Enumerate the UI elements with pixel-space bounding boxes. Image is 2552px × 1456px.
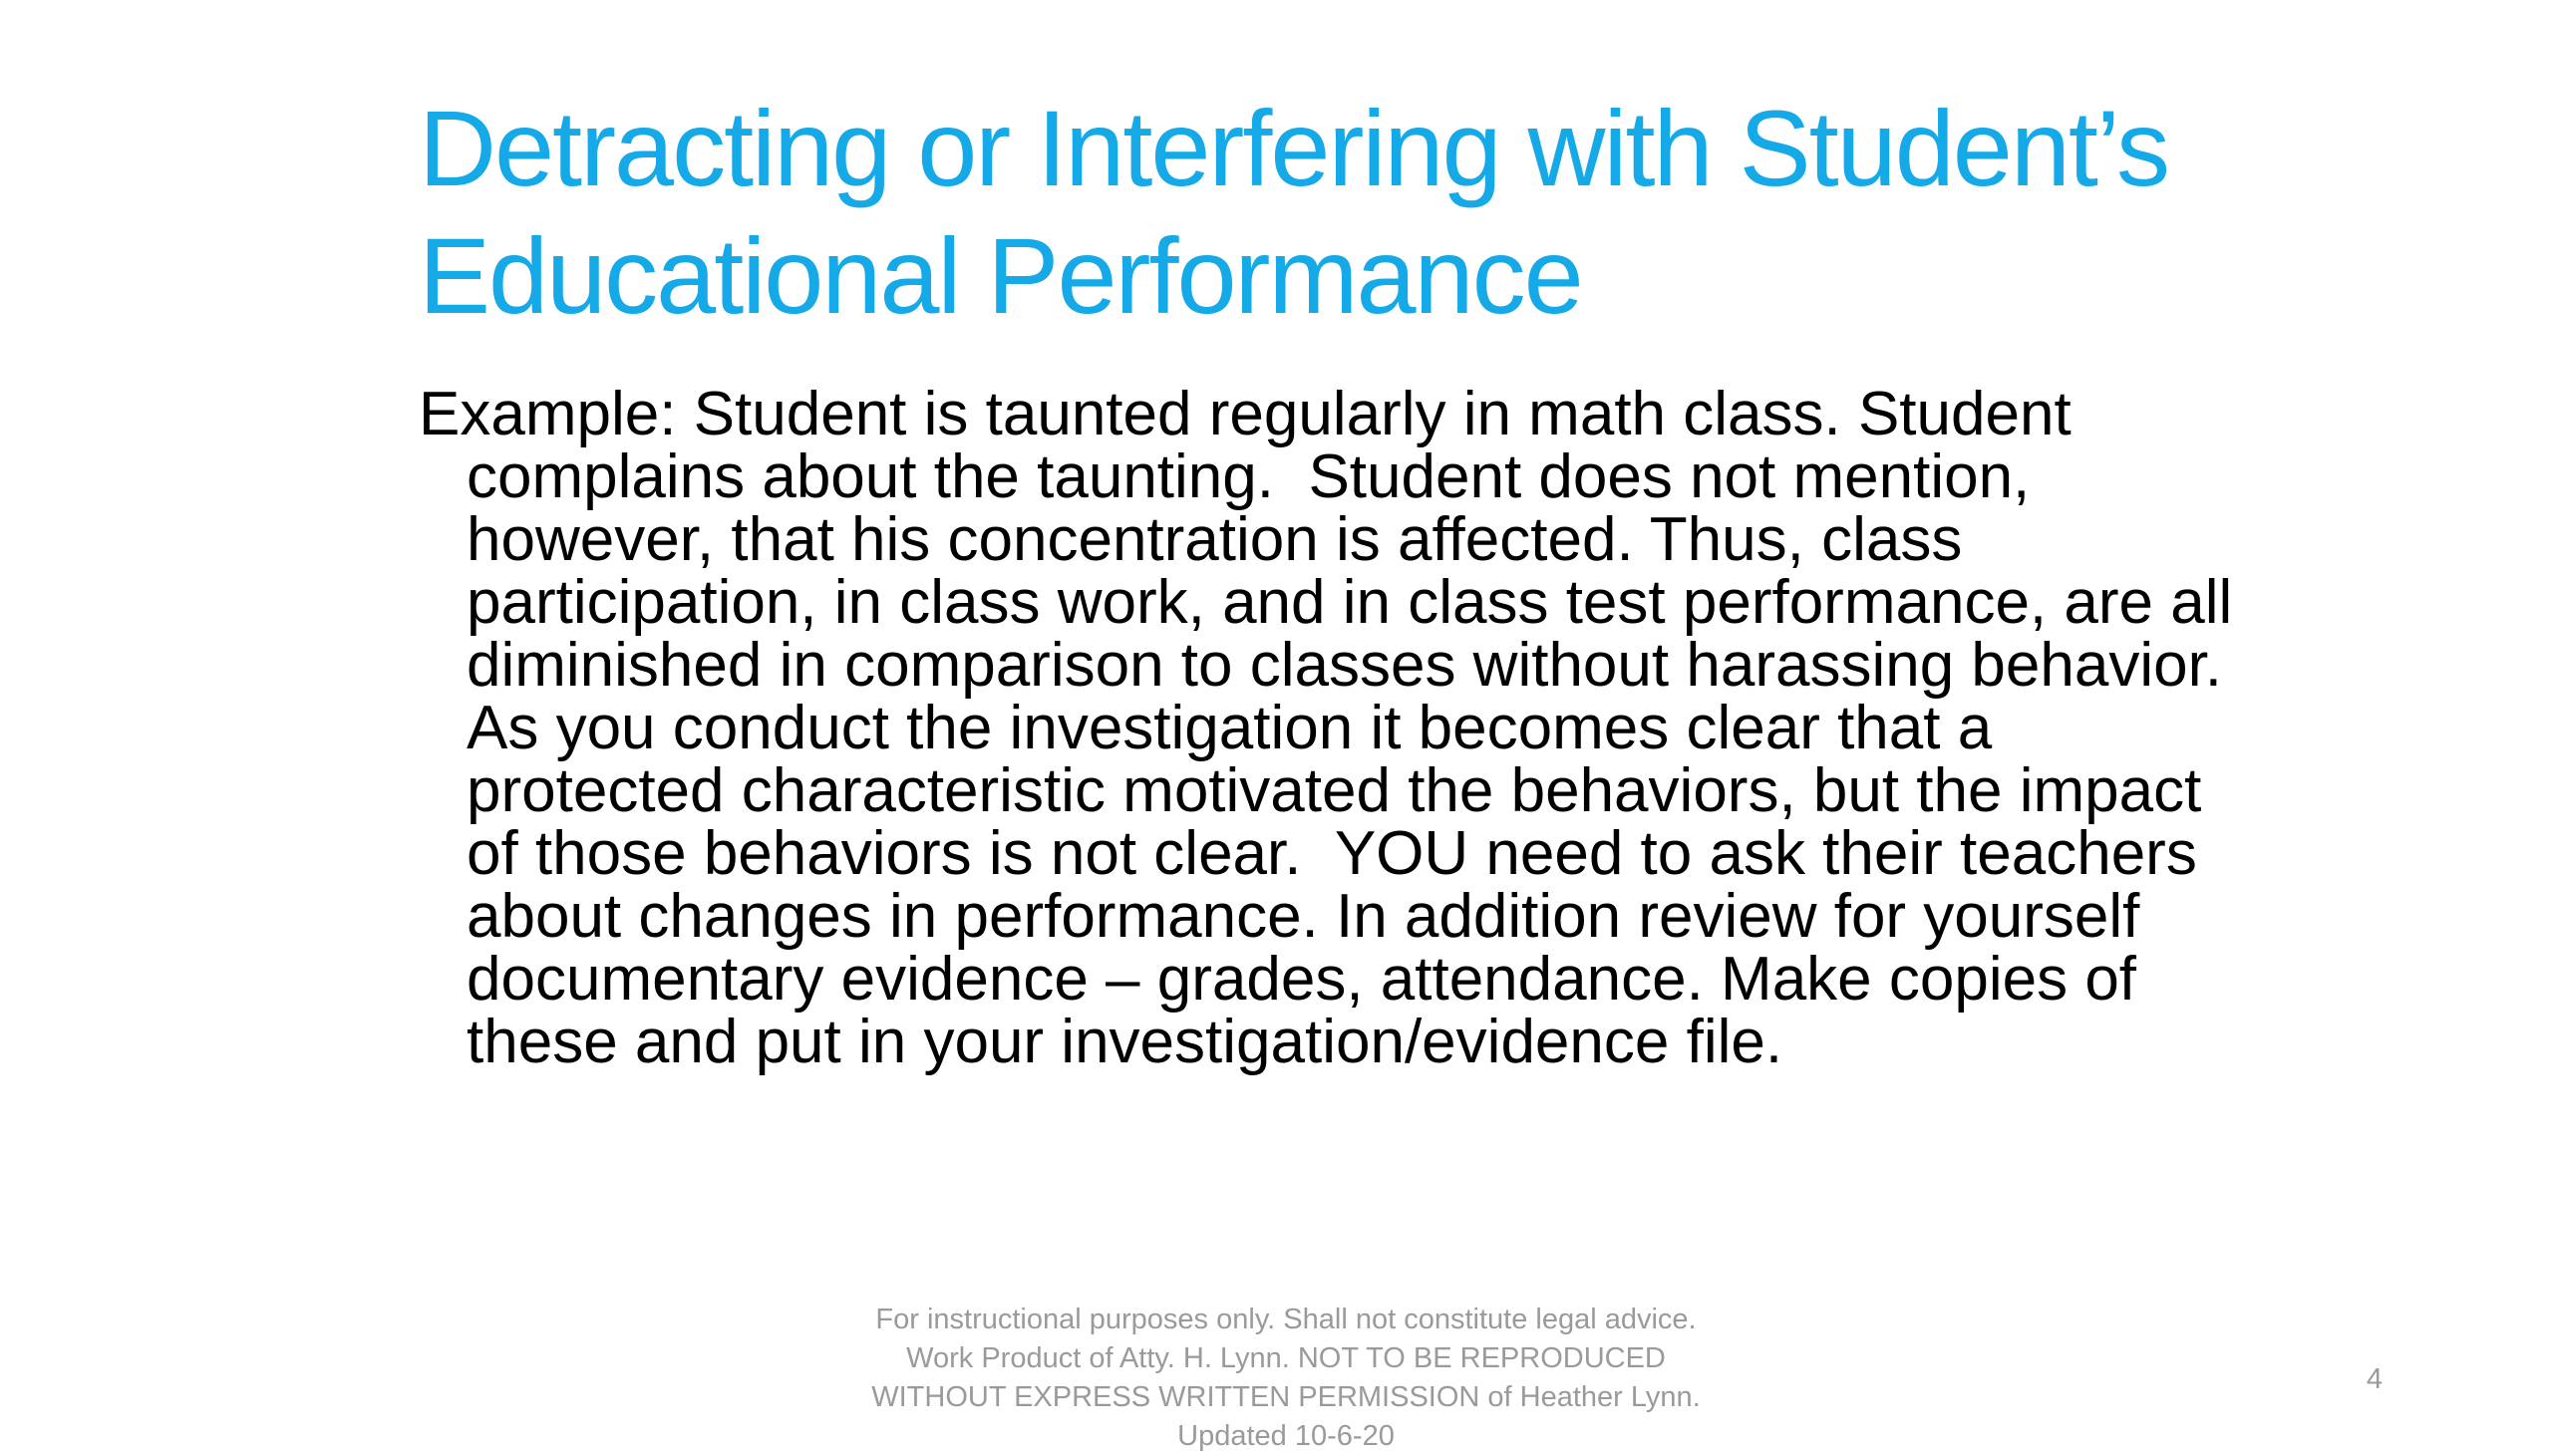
slide-title: Detracting or Interfering with Student’s Educational Performance bbox=[419, 88, 2168, 336]
footer-disclaimer: For instructional purposes only. Shall not constitute legal advice. Work Product of Atty. H. Lynn. NOT TO BE REPRODUCED WITHOUT EXPRESS WRITTEN PERMISSION of Heather Lynn. Updated 10-6-20 bbox=[871, 1304, 1701, 1452]
slide-number: 4 bbox=[2366, 1363, 2383, 1395]
slide-body-text: Example: Student is taunted regularly in math class. Student complains about the taunting. Student does not mention, however, that his concentration is affected. Thus, class participation, in class work, and in class test performance, are all diminished in comparison to classes without harassing behavior. As you conduct the investigation it becomes clear that a protected characteristic motivated the behaviors, but the impact of those behaviors is not clear. YOU need to ask their teachers about changes in performance. In addition review for yourself documentary evidence – grades, attendance. Make copies of these and put in your investigation/evidence file. bbox=[419, 380, 2250, 1076]
